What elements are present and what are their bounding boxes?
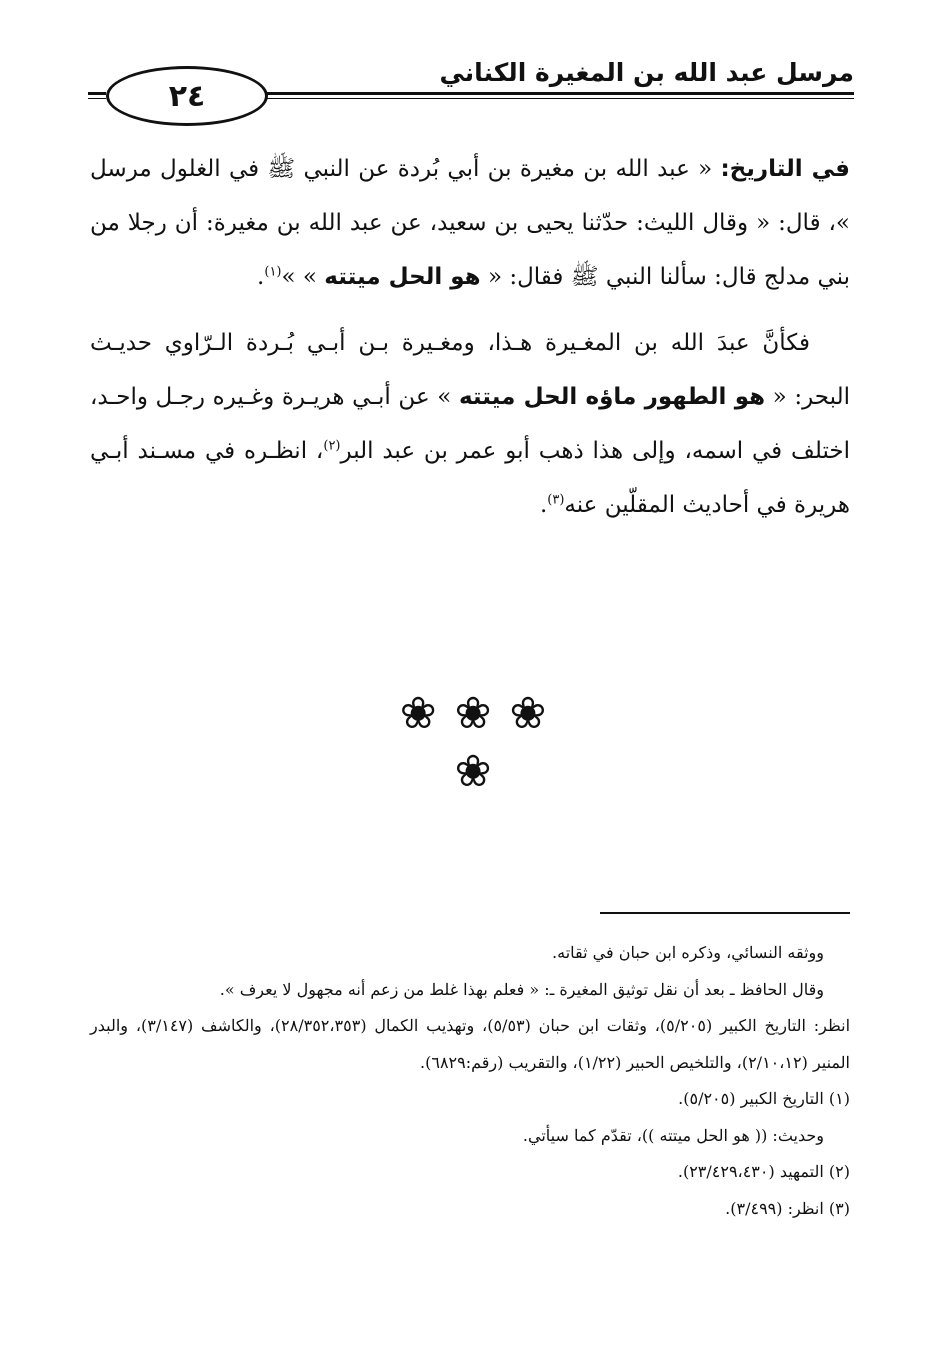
footnote-3: (٣) انظر: (٣/٤٩٩). [725, 1198, 850, 1218]
footnote-line: وحديث: (( هو الحل ميتته ))، تقدّم كما سيأتي. [522, 1125, 824, 1145]
section-ornament [0, 685, 946, 801]
footnote-ref-2: (٢) [323, 438, 341, 454]
paragraph-2: فكأنَّ عبدَ الله بن المغـيرة هـذا، ومغـيرة بـن أبـي بُـردة الـرّاوي حديـث البحر: « هو الطهور ماؤه الحل ميتته » عن أبـي هريـرة وغـيره رجـل واحـد، اختلف في اسمه، وإلى هذا ذهب أبو عمر بن عبد البر$^{(٢)}$، انظـره في مسـند أبـي هريرة في أحاديث المقلّين عنه$^{(٣)}$. [90, 330, 850, 518]
footnote-separator [600, 912, 850, 914]
running-title: مرسل عبد الله بن المغيرة الكناني [439, 58, 854, 87]
floral-ornament-icon: ❀ [454, 746, 492, 797]
main-text [90, 142, 850, 532]
footnote-line: وقال الحافظ ـ بعد أن نقل توثيق المغيرة ـ: « فعلم بهذا غلط من زعم أنه مجهول لا يعرف ». [219, 979, 824, 999]
paragraph-2-text-b: » عن أبـي هريـرة وغـيره رجـل واحـد، اختلف في اسمه، وإلى هذا ذهب أبو عمر بن عبد البر [90, 384, 850, 464]
floral-ornament-icon: ❀ [454, 688, 492, 739]
footnote-ref-1: (١) [264, 264, 282, 280]
paragraph-1-end: » » [281, 264, 325, 290]
source-lead: في التاريخ: [720, 156, 850, 182]
footnotes [90, 935, 850, 1227]
paragraph-2-text-c: ، انظـره في مسـند أبـي هريرة في أحاديث المقلّين عنه [90, 438, 850, 518]
footnote-1: (١) التاريخ الكبير (٥/٢٠٥). [678, 1089, 850, 1108]
paragraph-1-text: « عبد الله بن مغيرة بن أبي بُردة عن النبي ﷺ في الغلول مرسل »، قال: « وقال الليث: حدّثنا يحيى بن سعيد، عن عبد الله بن مغيرة: أن رجلا من بني مدلج قال: سألنا النبي ﷺ فقال: « [90, 156, 850, 290]
footnote-line: ووثقه النسائي، وذكره ابن حبان في ثقاته. [552, 943, 824, 962]
hadith-quote-2: هو الطهور ماؤه الحل ميتته [458, 384, 766, 410]
hadith-quote-1: هو الحل ميتته [324, 264, 481, 290]
page-header [88, 58, 854, 118]
header-rule [266, 92, 854, 99]
floral-ornament-icon: ❀ [399, 688, 437, 739]
page-number: ٢٤ [106, 66, 268, 126]
floral-ornament-icon: ❀ [509, 688, 547, 739]
header-rule-left [88, 92, 106, 99]
paragraph-1: في التاريخ: « عبد الله بن مغيرة بن أبي بُردة عن النبي ﷺ في الغلول مرسل »، قال: « وقال الليث: حدّثنا يحيى بن سعيد، عن عبد الله بن مغيرة: أن رجلا من بني مدلج قال: سألنا النبي ﷺ فقال: « هو الحل ميتته » »$^{(١)}$. [90, 156, 850, 290]
paragraph-2-text-a: فكأنَّ عبدَ الله بن المغـيرة هـذا، ومغـيرة بـن أبـي بُـردة الـرّاوي حديـث البحر: « [90, 330, 850, 410]
footnote-line: انظر: التاريخ الكبير (٥/٢٠٥)، وثقات ابن حبان (٥/٥٣)، وتهذيب الكمال (٢٨/٣٥٢،٣٥٣)، والكاشف (٣/١٤٧)، والبدر المنير (٢/١٠،١٢)، والتلخيص الحبير (١/٢٢)، والتقريب (رقم:٦٨٢٩). [90, 1016, 851, 1072]
footnote-2: (٢) التمهيد (٢٣/٤٢٩،٤٣٠). [677, 1162, 850, 1181]
footnote-ref-3: (٣) [547, 492, 565, 508]
